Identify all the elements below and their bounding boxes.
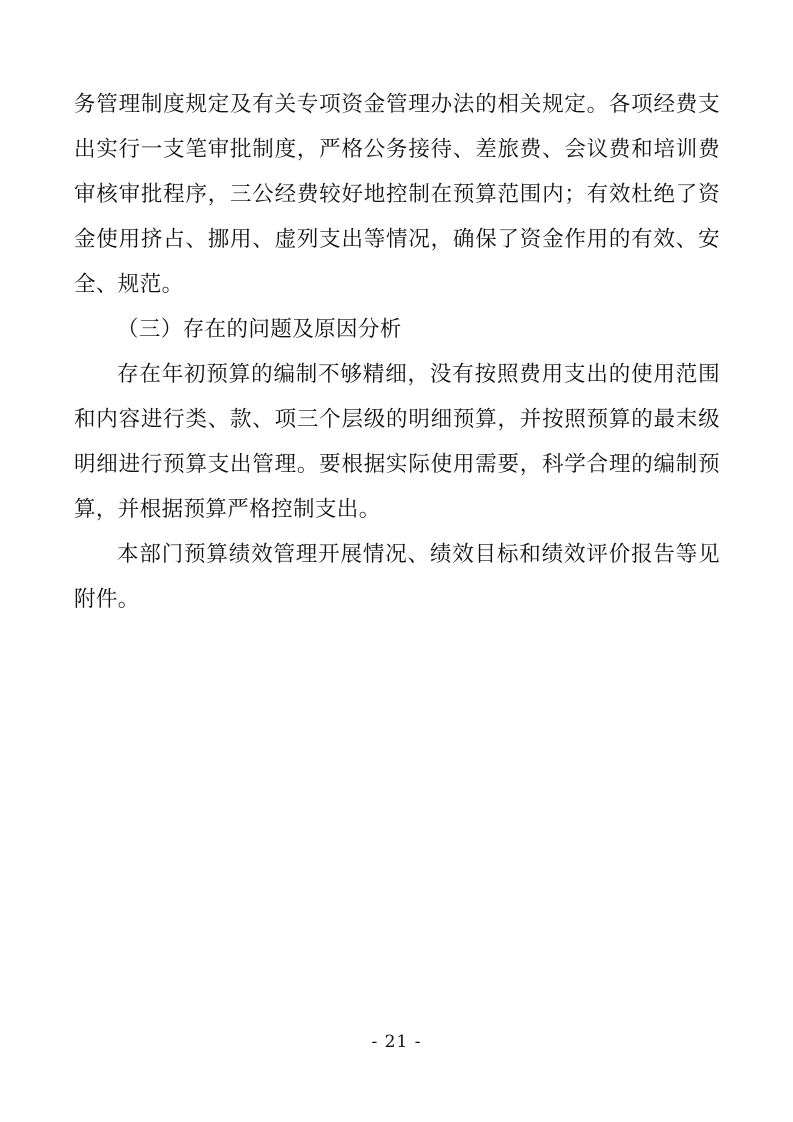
page-body <box>74 82 720 622</box>
paragraph-problem-analysis: 存在年初预算的编制不够精细，没有按照费用支出的使用范围和内容进行类、款、项三个层级的明细预算，并按照预算的最末级明细进行预算支出管理。要根据实际使用需要，科学合理的编制预算，并根据预算严格控制支出。 <box>74 362 720 522</box>
paragraph-section-heading: （三）存在的问题及原因分析 <box>117 317 402 342</box>
paragraph-continuation: 务管理制度规定及有关专项资金管理办法的相关规定。各项经费支出实行一支笔审批制度，严格公务接待、差旅费、会议费和培训费审核审批程序，三公经费较好地控制在预算范围内；有效杜绝了资金使用挤占、挪用、虚列支出等情况，确保了资金作用的有效、安全、规范。 <box>74 92 720 297</box>
paragraph-performance-report: 本部门预算绩效管理开展情况、绩效目标和绩效评价报告等见附件。 <box>74 542 720 612</box>
page-number-footer: - 21 - <box>371 1032 422 1052</box>
